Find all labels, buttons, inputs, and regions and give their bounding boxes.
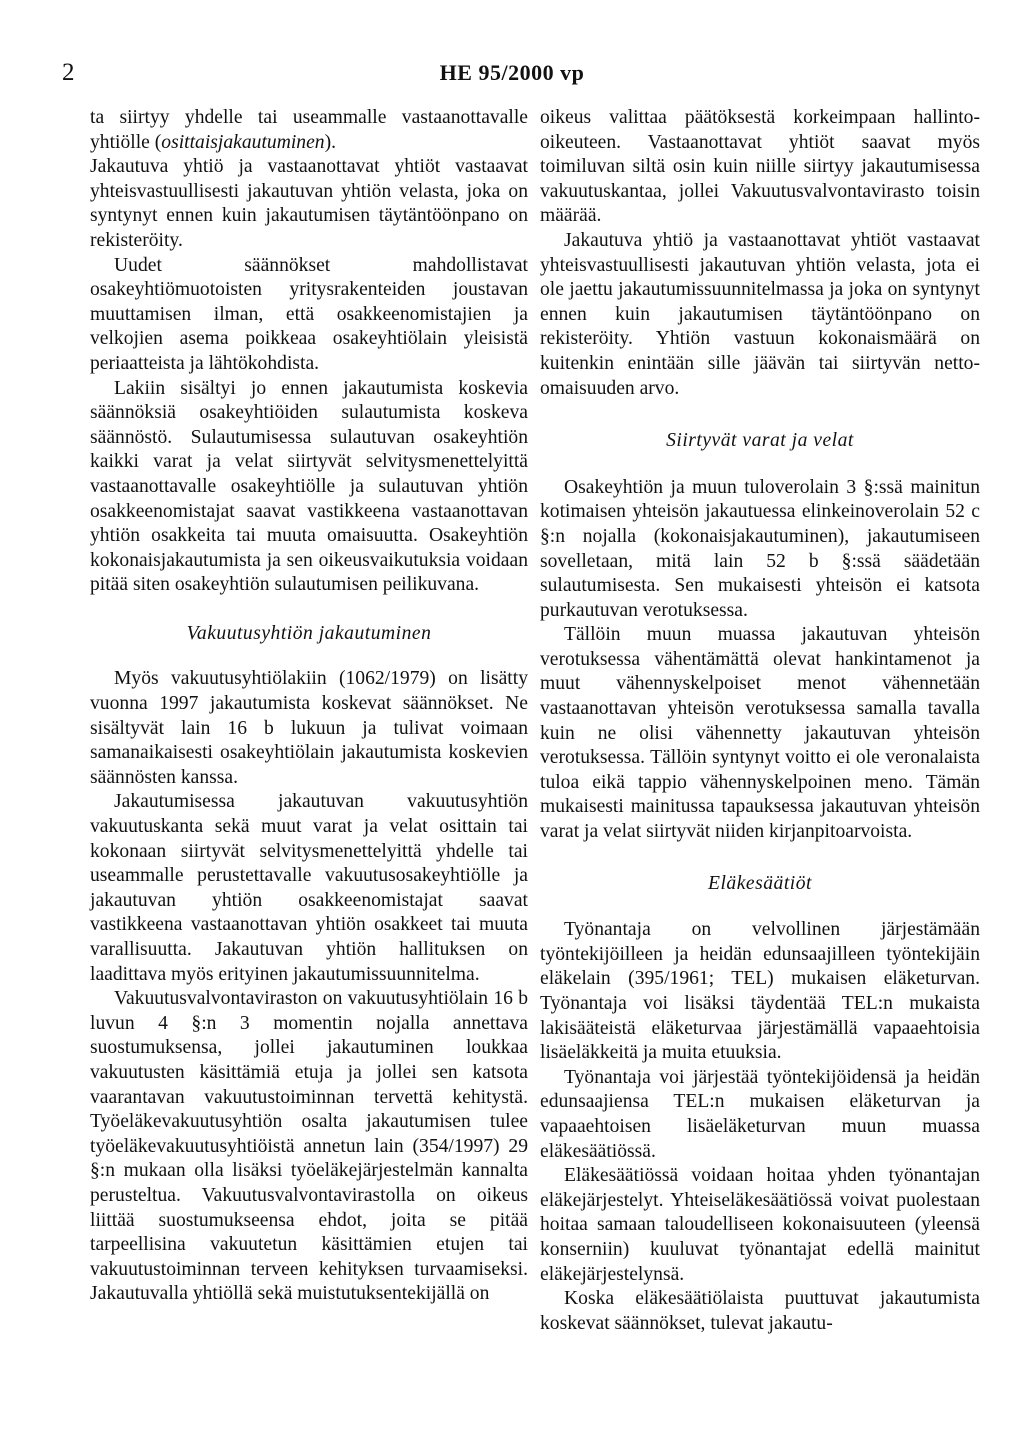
- paragraph: Koska eläkesäätiölaista puuttuvat jakautumista koskevat säännökset, tulevat jakautu-: [540, 1288, 980, 1334]
- paragraph: Jakautuva yhtiö ja vastaanottavat yhtiöt vastaavat yhteisvastuullisesti jakautuvan yhtiön velasta, joka on syntynyt ennen kuin jakautumisen täytäntöönpano on rekisteröity.: [90, 156, 528, 251]
- section-heading: Vakuutusyhtiön jakautuminen: [186, 622, 432, 644]
- paragraph: Myös vakuutusyhtiölakiin (1062/1979) on lisätty vuonna 1997 jakautumista koskevat säännökset. Ne sisältyvät lain 16 b lukuun ja tulivat voimaan samanaikaisesti osakeyhtiölain jakautumista koskevien säännösten kanssa.: [90, 668, 528, 788]
- paragraph: Uudet säännökset mahdollistavat osakeyhtiömuotoisten yritysrakenteiden joustavan muuttamisen ilman, että osakkeenomistajien ja velkojien asema poikkeaa osakeyhtiölain yleisistä periaatteista ja lähtökohdista.: [90, 254, 528, 374]
- page-number: 2: [62, 59, 75, 86]
- section-heading: Eläkesäätiöt: [708, 872, 812, 894]
- running-head: HE 95/2000 vp: [439, 60, 585, 85]
- section-heading: Siirtyvät varat ja velat: [666, 430, 854, 452]
- emphasis-term: osittaisjakautuminen: [161, 131, 325, 153]
- paragraph-text: ).: [324, 131, 337, 153]
- left-column: [90, 106, 528, 1307]
- paragraph: Työnantaja voi järjestää työntekijöidensä ja heidän edunsaajiensa TEL:n mukaisen eläketurvan ja vapaaehtoisen lisäeläketurvan muun muassa eläkesäätiössä.: [540, 1066, 980, 1162]
- right-column: [540, 106, 980, 1336]
- paragraph: oikeus valittaa päätöksestä korkeimpaan hallinto-oikeuteen. Vastaanottavat yhtiöt saavat myös toimiluvan siltä osin kuin niille siirtyy jakautumisessa vakuutuskantaa, jollei Vakuutusvalvontavirasto toisin määrää.: [540, 107, 980, 227]
- paragraph: Osakeyhtiön ja muun tuloverolain 3 §:ssä mainitun kotimaisen yhteisön jakautuessa elinkeinoverolain 52 c §:n nojalla (kokonaisjakautuminen), jakautumiseen sovelletaan, mitä lain 52 b §:ssä säädetään sulautumisesta. Sen mukaisesti yhteisön ei katsota purkautuvan verotuksessa.: [540, 476, 980, 621]
- paragraph: Työnantaja on velvollinen järjestämään työntekijöilleen ja heidän edunsaajilleen työntekijäin eläkelain (395/1961; TEL) mukaisen eläketurvan. Työnantaja voi lisäksi täydentää TEL:n mukaista lakisääteistä eläketurvaa järjestämällä vapaaehtoisia lisäeläkkeitä ja muita etuuksia.: [540, 919, 980, 1064]
- paragraph: Jakautumisessa jakautuvan vakuutusyhtiön vakuutuskanta sekä muut varat ja velat osittain tai kokonaan siirtyvät selvitysmenettelyittä yhdelle tai useammalle perustettavalle vakuutusosakeyhtiölle ja jakautuvan yhtiön osakkeenomistajat saavat vastikkeena vastaanottavan yhtiön osakkeet tai muuta varallisuutta. Jakautuvan yhtiön hallituksen on laadittava myös erityinen jakautumissuunnitelma.: [90, 791, 528, 985]
- paragraph: Jakautuva yhtiö ja vastaanottavat yhtiöt vastaavat yhteisvastuullisesti jakautuvan yhtiön velasta, jota ei ole jaettu jakautumissuunnitelmassa ja joka on syntynyt ennen kuin jakautumisen täytäntöönpano on rekisteröity. Yhtiön vastuun kokonaismäärä on kuitenkin enintään sille jäävän tai siirtyvän netto-omaisuuden arvo.: [540, 229, 980, 399]
- paragraph: Eläkesäätiössä voidaan hoitaa yhden työnantajan eläkejärjestelyt. Yhteiseläkesäätiössä voivat puolestaan hoitaa samaan taloudelliseen kokonaisuuteen (yleensä konserniin) kuuluvat työnantajat edellä mainitut eläkejärjestelynsä.: [540, 1165, 980, 1285]
- paragraph: [90, 106, 528, 155]
- paragraph: Vakuutusvalvontaviraston on vakuutusyhtiölain 16 b luvun 4 §:n 3 momentin nojalla annettava suostumuksensa, jollei jakautuminen loukkaa vakuutusten käsittämiä etuja ja jollei sen katsota vaarantavan vakuutustoiminnan tervettä kehitystä. Työeläkevakuutusyhtiön osalta jakautumisen tulee työeläkevakuutusyhtiöistä annetun lain (354/1997) 29 §:n mukaan olla lisäksi työeläkejärjestelmän kannalta perusteltua. Vakuutusvalvontavirastolla on oikeus liittää suostumukseensa ehdot, joita se pitää tarpeellisina vakuutetun käsittämien etujen tai vakuutustoiminnan terveen kehityksen turvaamiseksi. Jakautuvalla yhtiöllä sekä muistutuksentekijällä on: [90, 988, 528, 1305]
- paragraph: Tällöin muun muassa jakautuvan yhteisön verotuksessa vähentämättä olevat hankintamenot ja muut vähennyskelpoiset menot vähennetään vastaanottavan yhteisön verotuksessa samalla tavalla kuin ne olisi vähennetty jakautuvan yhteisön verotuksessa. Tällöin syntynyt voitto ei ole veronalaista tuloa eikä tappio vähennyskelpoinen meno. Tämän mukaisesti mainitussa tapauksessa jakautuvan yhteisön varat ja velat siirtyvät niiden kirjanpitoarvoista.: [540, 624, 980, 843]
- paragraph: Lakiin sisältyi jo ennen jakautumista koskevia säännöksiä osakeyhtiöiden sulautumista koskeva säännöstö. Sulautumisessa sulautuvan osakeyhtiön kaikki varat ja velat siirtyvät selvitysmenettelyittä vastaanottavalle osakeyhtiölle ja sulautuvan yhtiön osakkeenomistajat saavat vastikkeena vastaanottavan yhtiön osakkeita tai muuta omaisuutta. Osakeyhtiön kokonaisjakautumista ja sen oikeusvaikutuksia voidaan pitää siten osakeyhtiön sulautumisen peilikuvana.: [90, 377, 528, 596]
- paragraph-text: ta siirtyy yhdelle tai useammalle vastaanottavalle yhtiölle (: [90, 107, 528, 153]
